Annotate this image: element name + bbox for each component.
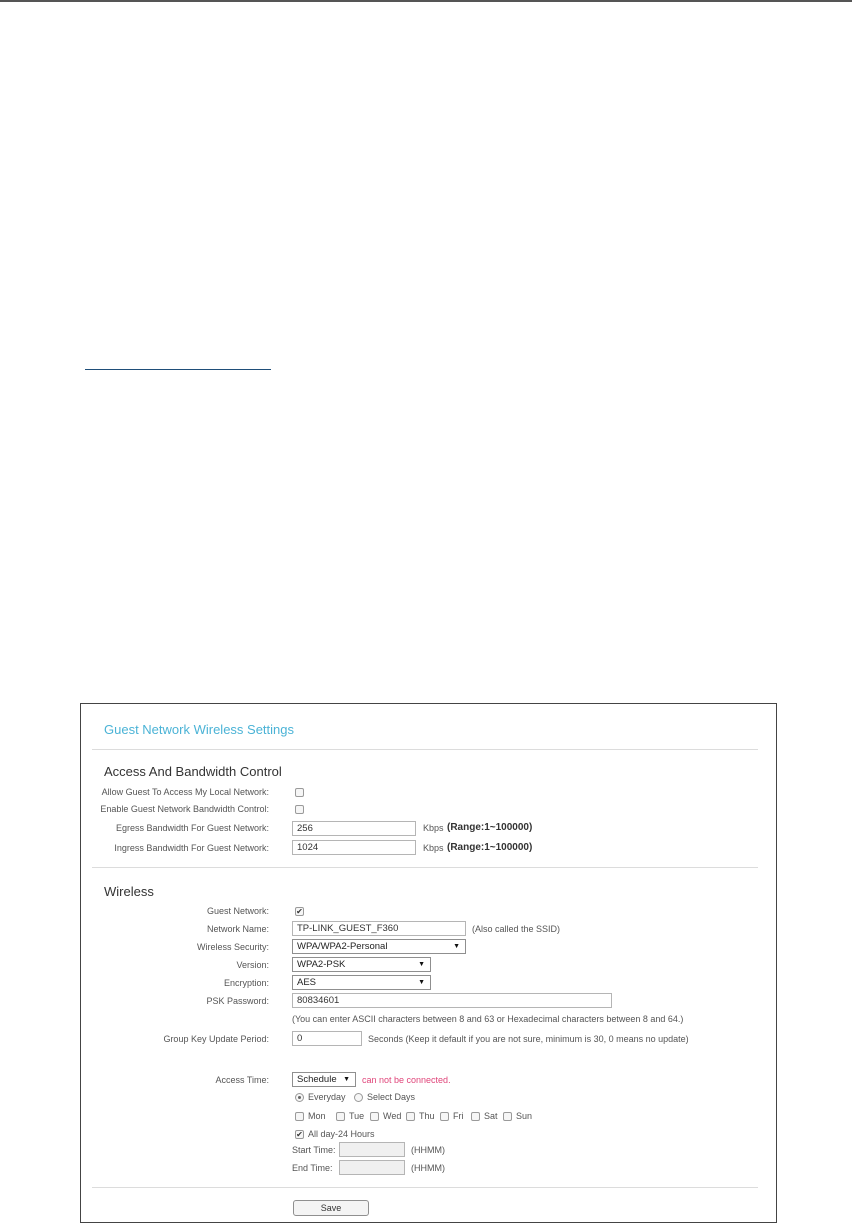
encryption-select[interactable] [292, 975, 431, 990]
group-key-label: Group Key Update Period: [163, 1034, 269, 1044]
access-time-label: Access Time: [215, 1075, 269, 1085]
allow-local-checkbox[interactable] [295, 788, 304, 797]
encryption-label: Encryption: [223, 978, 269, 988]
day-checkbox-fri[interactable] [440, 1112, 449, 1121]
panel-title: Guest Network Wireless Settings [104, 722, 295, 737]
security-select[interactable] [292, 939, 466, 954]
security-value: WPA/WPA2-Personal [297, 941, 388, 952]
bw-control-label: Enable Guest Network Bandwidth Control: [100, 804, 269, 814]
start-time-label: Start Time: [292, 1145, 336, 1155]
ingress-unit: Kbps [423, 843, 444, 853]
ingress-input[interactable]: 1024 [292, 840, 416, 855]
day-checkbox-mon[interactable] [295, 1112, 304, 1121]
start-time-input[interactable] [339, 1142, 405, 1157]
ingress-label: Ingress Bandwidth For Guest Network: [114, 843, 269, 853]
select-days-radio[interactable] [354, 1093, 363, 1102]
day-label-thu: Thu [419, 1111, 435, 1121]
wireless-section-title: Wireless [104, 884, 154, 899]
group-key-input[interactable]: 0 [292, 1031, 362, 1046]
everyday-radio[interactable] [295, 1093, 304, 1102]
encryption-value: AES [297, 977, 317, 988]
divider [92, 1187, 758, 1188]
network-name-input[interactable]: TP-LINK_GUEST_F360 [292, 921, 466, 936]
bw-control-checkbox[interactable] [295, 805, 304, 814]
start-time-hint: (HHMM) [411, 1145, 445, 1155]
version-select[interactable] [292, 957, 431, 972]
egress-unit: Kbps [423, 823, 444, 833]
day-label-sun: Sun [516, 1111, 533, 1121]
end-time-hint: (HHMM) [411, 1163, 445, 1173]
select-days-label: Select Days [367, 1092, 416, 1102]
guest-network-panel [80, 703, 777, 1223]
day-checkbox-wed[interactable] [370, 1112, 379, 1121]
dropdown-arrow-icon: ▼ [418, 961, 425, 968]
psk-label: PSK Password: [206, 996, 269, 1006]
day-checkbox-thu[interactable] [406, 1112, 415, 1121]
security-label: Wireless Security: [196, 942, 269, 952]
divider [92, 749, 758, 750]
end-time-input[interactable] [339, 1160, 405, 1175]
top-border-line [0, 0, 852, 2]
egress-range: (Range:1~100000) [447, 822, 533, 833]
day-label-wed: Wed [383, 1111, 402, 1121]
access-time-select[interactable] [292, 1072, 356, 1087]
ingress-range: (Range:1~100000) [447, 842, 533, 853]
day-label-sat: Sat [484, 1111, 498, 1121]
guest-network-label: Guest Network: [206, 906, 269, 916]
access-time-value: Schedule [297, 1074, 337, 1085]
day-label-fri: Fri [453, 1111, 464, 1121]
ssid-note: (Also called the SSID) [472, 924, 561, 934]
save-button[interactable]: Save [293, 1200, 369, 1216]
dropdown-arrow-icon: ▼ [453, 943, 460, 950]
network-name-label: Network Name: [206, 924, 269, 934]
egress-input[interactable]: 256 [292, 821, 416, 836]
group-key-note: Seconds (Keep it default if you are not sure, minimum is 30, 0 means no update) [368, 1034, 689, 1044]
allow-local-label: Allow Guest To Access My Local Network: [101, 787, 269, 797]
day-checkbox-tue[interactable] [336, 1112, 345, 1121]
day-label-tue: Tue [349, 1111, 365, 1121]
access-section-title: Access And Bandwidth Control [104, 764, 282, 779]
guest-network-checkbox[interactable]: ✔ [296, 907, 303, 916]
day-label-mon: Mon [308, 1111, 326, 1121]
dropdown-arrow-icon: ▼ [343, 1076, 350, 1083]
link-underline [85, 369, 271, 370]
psk-note: (You can enter ASCII characters between 8 and 63 or Hexadecimal characters between 8 and 64.) [292, 1014, 684, 1024]
divider [92, 867, 758, 868]
all-day-label: All day-24 Hours [308, 1129, 375, 1139]
version-value: WPA2-PSK [297, 959, 346, 970]
psk-input[interactable]: 80834601 [292, 993, 612, 1008]
day-checkbox-sat[interactable] [471, 1112, 480, 1121]
day-checkbox-sun[interactable] [503, 1112, 512, 1121]
everyday-label: Everyday [308, 1092, 346, 1102]
access-time-warning: can not be connected. [362, 1075, 451, 1085]
version-label: Version: [236, 960, 269, 970]
egress-label: Egress Bandwidth For Guest Network: [115, 823, 269, 833]
dropdown-arrow-icon: ▼ [418, 979, 425, 986]
all-day-checkbox[interactable]: ✔ [296, 1130, 303, 1139]
end-time-label: End Time: [292, 1163, 333, 1173]
